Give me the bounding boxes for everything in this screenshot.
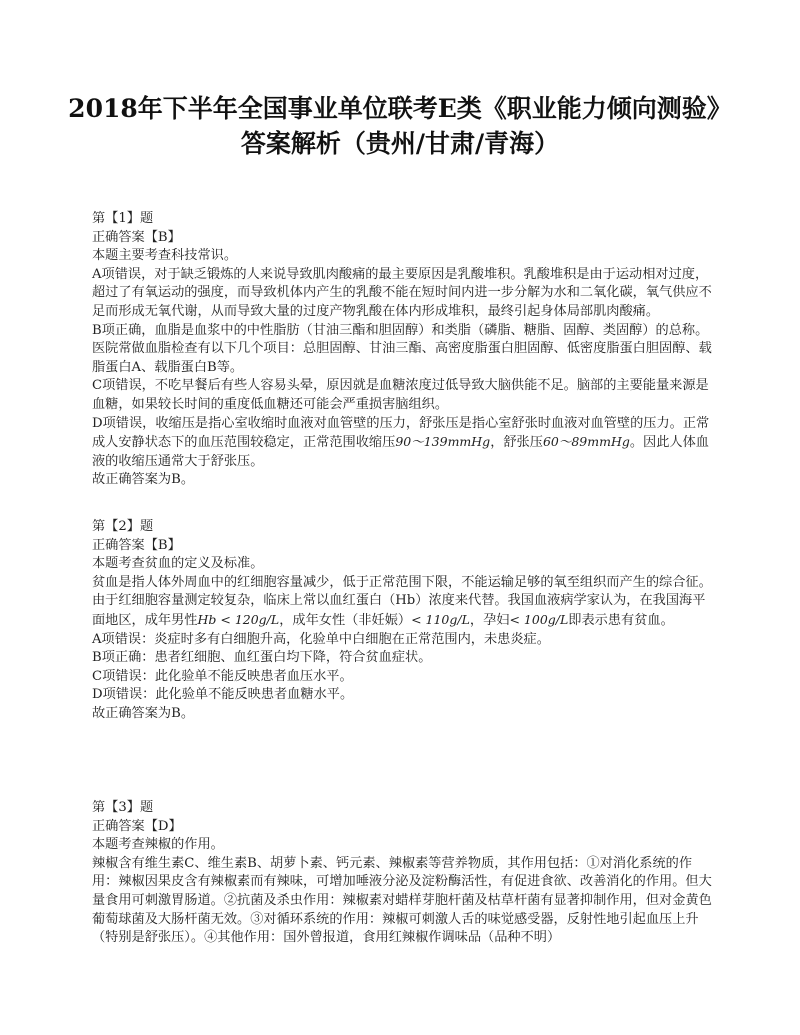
correct-answer: 正确答案【D】 bbox=[92, 818, 182, 834]
female-hb-formula: < 110g/L bbox=[411, 611, 470, 627]
question-topic: 本题主要考查科技常识。 bbox=[92, 248, 238, 264]
option-b-explanation: B项正确，血脂是血浆中的中性脂肪（甘油三酯和胆固醇）和类脂（磷脂、糖脂、固醇、类固醇）的总称。医院常做血脂检查有以下几个项目：总胆固醇、甘油三酯、高密度脂蛋白胆固醇、低密度脂蛋白胆固醇、载脂蛋白A、载脂蛋白B等。 bbox=[92, 322, 712, 375]
document-title-line-2: 答案解析（贵州/甘肃/青海） bbox=[240, 129, 560, 158]
body-text-3: ，孕妇 bbox=[469, 612, 510, 628]
option-d-explanation: D项错误：此化验单不能反映患者血糖水平。 bbox=[92, 687, 354, 703]
option-c-explanation: C项错误，不吃早餐后有些人容易头晕，原因就是血糖浓度过低导致大脑供能不足。脑部的主要能量来源是血糖，如果较长时间的重度低血糖还可能会严重损害脑组织。 bbox=[92, 378, 709, 412]
option-d-explanation bbox=[92, 415, 712, 472]
question-topic: 本题考查辣椒的作用。 bbox=[92, 837, 224, 853]
conclusion: 故正确答案为B。 bbox=[92, 472, 195, 488]
correct-answer: 正确答案【B】 bbox=[92, 229, 181, 245]
option-a-explanation: A项错误：炎症时多有白细胞升高，化验单中白细胞在正常范围内，未患炎症。 bbox=[92, 631, 550, 647]
chili-explanation: 辣椒含有维生素C、维生素B、胡萝卜素、钙元素、辣椒素等营养物质，其作用包括：①对消化系统的作用：辣椒因果皮含有辣椒素而有辣味，可增加唾液分泌及淀粉酶活性，有促进食欲、改善消化的作用。但大量食用可刺激胃肠道。②抗菌及杀虫作用：辣椒素对蜡样芽胞杆菌及枯草杆菌有显著抑制作用，但对金黄色葡萄球菌及大肠杆菌无效。③对循环系统的作用：辣椒可刺激人舌的味觉感受器，反射性地引起血压上升（特别是舒张压）。④其他作用：国外曾报道，食用红辣椒作调味品（品种不明） bbox=[92, 855, 712, 946]
body-text-4: 即表示患有贫血。 bbox=[568, 612, 674, 628]
document-title-line-1: 2018年下半年全国事业单位联考E类《职业能力倾向测验》 bbox=[68, 94, 732, 123]
systolic-range-formula: 90～139mmHg bbox=[395, 434, 491, 450]
correct-answer: 正确答案【B】 bbox=[92, 537, 181, 553]
conclusion: 故正确答案为B。 bbox=[92, 705, 195, 721]
body-text-1: 贫血是指人体外周血中的红细胞容量减少，低于正常范围下限，不能运输足够的氧至组织而产生的综合征。由于红细胞容量测定较复杂，临床上常以血红蛋白（Hb）浓度来代替。我国血液病学家认为，在我国海平面地区，成年男性 bbox=[92, 574, 712, 628]
male-hb-formula: Hb < 120g/L bbox=[197, 611, 280, 627]
option-d-text-2: ，舒张压 bbox=[490, 435, 543, 451]
question-1 bbox=[92, 210, 712, 490]
question-2 bbox=[92, 518, 712, 724]
question-heading: 第【2】题 bbox=[92, 519, 154, 534]
question-topic: 本题考查贫血的定义及标准。 bbox=[92, 556, 264, 572]
diastolic-range-formula: 60～89mmHg bbox=[542, 434, 630, 450]
option-c-explanation: C项错误：此化验单不能反映患者血压水平。 bbox=[92, 668, 353, 684]
body-text-2: ，成年女性（非妊娠） bbox=[279, 612, 412, 628]
pregnant-hb-formula: < 100g/L bbox=[509, 611, 569, 627]
question-heading: 第【3】题 bbox=[92, 800, 154, 815]
question-3 bbox=[92, 799, 712, 948]
option-d-text-1: D项错误，收缩压是指心室收缩时血液对血管壁的压力，舒张压是指心室舒张时血液对血管壁的压力。正常成人安静状态下的血压范围较稳定，正常范围收缩压 bbox=[92, 415, 710, 451]
option-d-text-3: 。因此人体血液的收缩压通常大于舒张压。 bbox=[92, 435, 709, 469]
option-b-explanation: B项正确：患者红细胞、血红蛋白均下降，符合贫血症状。 bbox=[92, 650, 432, 666]
question-heading: 第【1】题 bbox=[92, 211, 154, 226]
option-a-explanation: A项错误，对于缺乏锻炼的人来说导致肌肉酸痛的最主要原因是乳酸堆积。乳酸堆积是由于运动相对过度，超过了有氧运动的强度，而导致机体内产生的乳酸不能在短时间内进一步分解为水和二氧化碳，氧气供应不足而形成无氧代谢，从而导致大量的过度产物乳酸在体内形成堆积，最终引起身体局部肌肉酸痛。 bbox=[92, 266, 712, 319]
anemia-definition bbox=[92, 574, 712, 631]
